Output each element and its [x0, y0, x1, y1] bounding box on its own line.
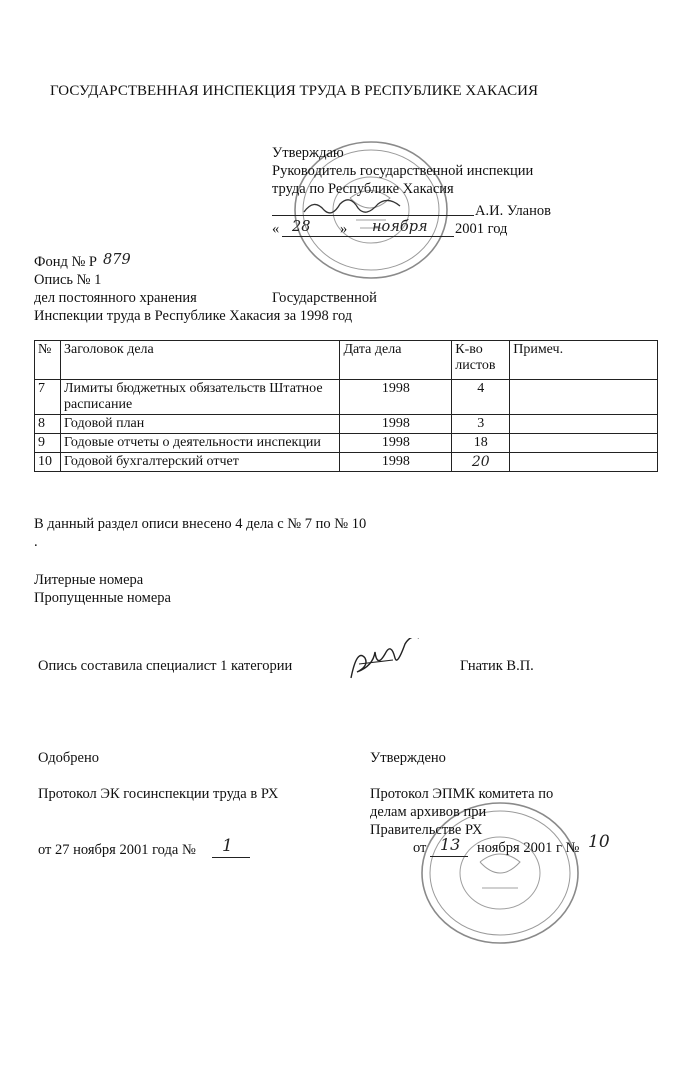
agency-title: ГОСУДАРСТВЕННАЯ ИНСПЕКЦИЯ ТРУДА В РЕСПУБЛИКЕ ХАКАСИЯ [50, 83, 539, 99]
row-note [510, 380, 658, 415]
summary-line: В данный раздел описи внесено 4 дела с № 7 по № 10 [34, 516, 367, 532]
approval-line1: Руководитель государственной инспекции [272, 163, 534, 179]
table-header-row [35, 341, 658, 380]
right-day-line [430, 856, 468, 857]
desc-line1-b: Государственной [272, 290, 377, 306]
row-note [510, 453, 658, 472]
approved-right-line2: делам архивов при [370, 804, 487, 820]
row-sheets: 4 [452, 380, 510, 415]
approval-date-day: 28 [292, 219, 311, 235]
approval-date-month: ноября [372, 219, 428, 235]
row-title: Годовой бухгалтерский отчет [60, 453, 339, 472]
inventory-table [34, 340, 658, 472]
approval-label: Утверждаю [272, 145, 344, 161]
row-sheets: 20 [452, 453, 510, 472]
col-header-sheets: К-во листов [452, 341, 510, 380]
row-number: 9 [35, 434, 61, 453]
row-date: 1998 [340, 380, 452, 415]
col-header-date: Дата дела [340, 341, 452, 380]
skipped-numbers: Пропущенные номера [34, 590, 171, 606]
col-header-note: Примеч. [510, 341, 658, 380]
approved-left-label: Одобрено [38, 750, 99, 766]
fund-prefix: Фонд № Р [34, 254, 97, 270]
row-date: 1998 [340, 434, 452, 453]
row-sheets: 3 [452, 415, 510, 434]
approval-signer: А.И. Уланов [475, 203, 551, 219]
inventory-number: Опись № 1 [34, 272, 102, 288]
approval-date-open: « [272, 221, 280, 237]
row-title: Годовой план [60, 415, 339, 434]
approved-left-number: 1 [222, 836, 233, 856]
left-number-line [212, 857, 250, 858]
approved-right-label: Утверждено [370, 750, 446, 766]
approved-right-day: 13 [440, 835, 461, 854]
row-note [510, 434, 658, 453]
approved-right-from: от [413, 840, 427, 856]
desc-line1-a: дел постоянного хранения [34, 290, 197, 306]
row-number: 10 [35, 453, 61, 472]
approved-left-date: от 27 ноября 2001 года № [38, 842, 196, 858]
approved-right-number: 10 [588, 832, 610, 852]
row-date: 1998 [340, 453, 452, 472]
approved-right-date-rest: ноября 2001 г № [477, 840, 580, 856]
approval-date-year: 2001 год [455, 221, 508, 237]
literal-numbers: Литерные номера [34, 572, 144, 588]
approved-left-protocol: Протокол ЭК госинспекции труда в РХ [38, 786, 279, 802]
summary-dot: . [34, 534, 38, 550]
compiler-name: Гнатик В.П. [460, 658, 534, 674]
approval-line2: труда по Республике Хакасия [272, 181, 454, 197]
table-row [35, 380, 658, 415]
approval-date-close: » [340, 221, 348, 237]
signature-ulanov [300, 196, 420, 218]
row-title: Лимиты бюджетных обязательств Штатное расписание [60, 380, 339, 415]
signature-gnatik [345, 638, 435, 686]
row-sheets: 18 [452, 434, 510, 453]
approved-right-line1: Протокол ЭПМК комитета по [370, 786, 554, 802]
row-title: Годовые отчеты о деятельности инспекции [60, 434, 339, 453]
desc-line2: Инспекции труда в Республике Хакасия за 1998 год [34, 308, 353, 324]
fund-number: 879 [103, 252, 131, 268]
col-header-number: № [35, 341, 61, 380]
col-header-title: Заголовок дела [60, 341, 339, 380]
table-row [35, 453, 658, 472]
table-row [35, 434, 658, 453]
compiler-text: Опись составила специалист 1 категории [38, 658, 293, 674]
date-underline [282, 236, 454, 237]
approved-right-line3: Правительстве РХ [370, 822, 483, 838]
row-note [510, 415, 658, 434]
row-number: 8 [35, 415, 61, 434]
row-number: 7 [35, 380, 61, 415]
row-date: 1998 [340, 415, 452, 434]
table-row [35, 415, 658, 434]
